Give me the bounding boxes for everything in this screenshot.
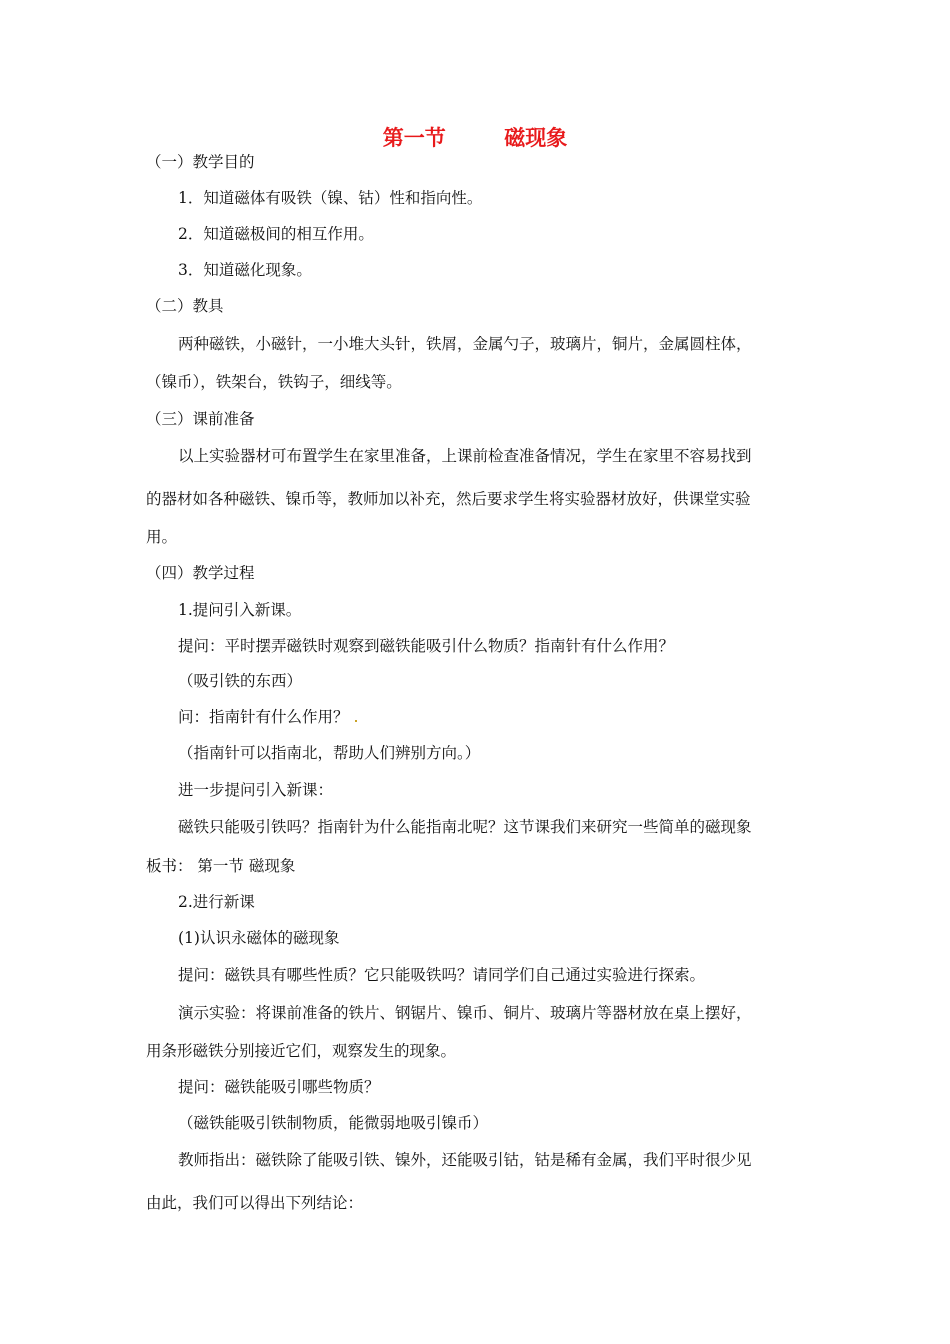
paragraph: （指南针可以指南北，帮助人们辨别方向。） [178, 744, 481, 762]
paragraph: （吸引铁的东西） [178, 672, 303, 690]
stray-mark [355, 720, 357, 722]
equipment-text-line-2: （镍币），铁架台，铁钩子，细线等。 [146, 373, 402, 391]
paragraph: 进一步提问引入新课： [178, 781, 334, 799]
section-heading-process: （四）教学过程 [146, 564, 255, 582]
preparation-text-line-1: 以上实验器材可布置学生在家里准备，上课前检查准备情况，学生在家里不容易找到 [178, 447, 752, 465]
equipment-text-line-1: 两种磁铁，小磁针，一小堆大头针，铁屑，金属勺子，玻璃片，铜片，金属圆柱体， [178, 335, 752, 353]
preparation-text-line-3: 用。 [146, 528, 178, 546]
objective-item-3: 3．知道磁化现象。 [178, 261, 312, 279]
section-heading-equipment: （二）教具 [146, 297, 224, 315]
page-title: 第一节 磁现象 [382, 126, 568, 150]
paragraph: 用条形磁铁分别接近它们，观察发生的现象。 [146, 1042, 457, 1060]
section-heading-objectives: （一）教学目的 [146, 153, 255, 171]
step-heading-new-lesson: 2.进行新课 [178, 893, 255, 911]
paragraph: （磁铁能吸引铁制物质，能微弱地吸引镍币） [178, 1114, 489, 1132]
paragraph: 教师指出：磁铁除了能吸引铁、镍外，还能吸引钴，钴是稀有金属，我们平时很少见 [178, 1151, 752, 1169]
objective-item-2: 2．知道磁极间的相互作用。 [178, 225, 374, 243]
section-heading-preparation: （三）课前准备 [146, 410, 255, 428]
paragraph: 提问：磁铁能吸引哪些物质？ [178, 1078, 380, 1096]
paragraph: 演示实验：将课前准备的铁片、钢锯片、镍币、铜片、玻璃片等器材放在桌上摆好， [178, 1004, 752, 1022]
paragraph: 提问：平时摆弄磁铁时观察到磁铁能吸引什么物质？指南针有什么作用？ [178, 637, 675, 655]
objective-item-1: 1．知道磁体有吸铁（镍、钴）性和指向性。 [178, 189, 483, 207]
preparation-text-line-2: 的器材如各种磁铁、镍币等，教师加以补充，然后要求学生将实验器材放好，供课堂实验 [146, 490, 751, 508]
paragraph: 由此，我们可以得出下列结论： [146, 1194, 364, 1212]
step-heading-introduction: 1.提问引入新课。 [178, 601, 302, 619]
subsection-heading: (1)认识永磁体的磁现象 [178, 929, 340, 947]
board-writing: 板书： 第一节 磁现象 [146, 857, 296, 875]
paragraph [178, 707, 357, 727]
paragraph: 提问：磁铁具有哪些性质？它只能吸铁吗？请同学们自己通过实验进行探索。 [178, 966, 706, 984]
paragraph: 磁铁只能吸引铁吗？指南针为什么能指南北呢？这节课我们来研究一些简单的磁现象 [178, 818, 752, 836]
paragraph-text: 问：指南针有什么作用？ [178, 708, 349, 726]
